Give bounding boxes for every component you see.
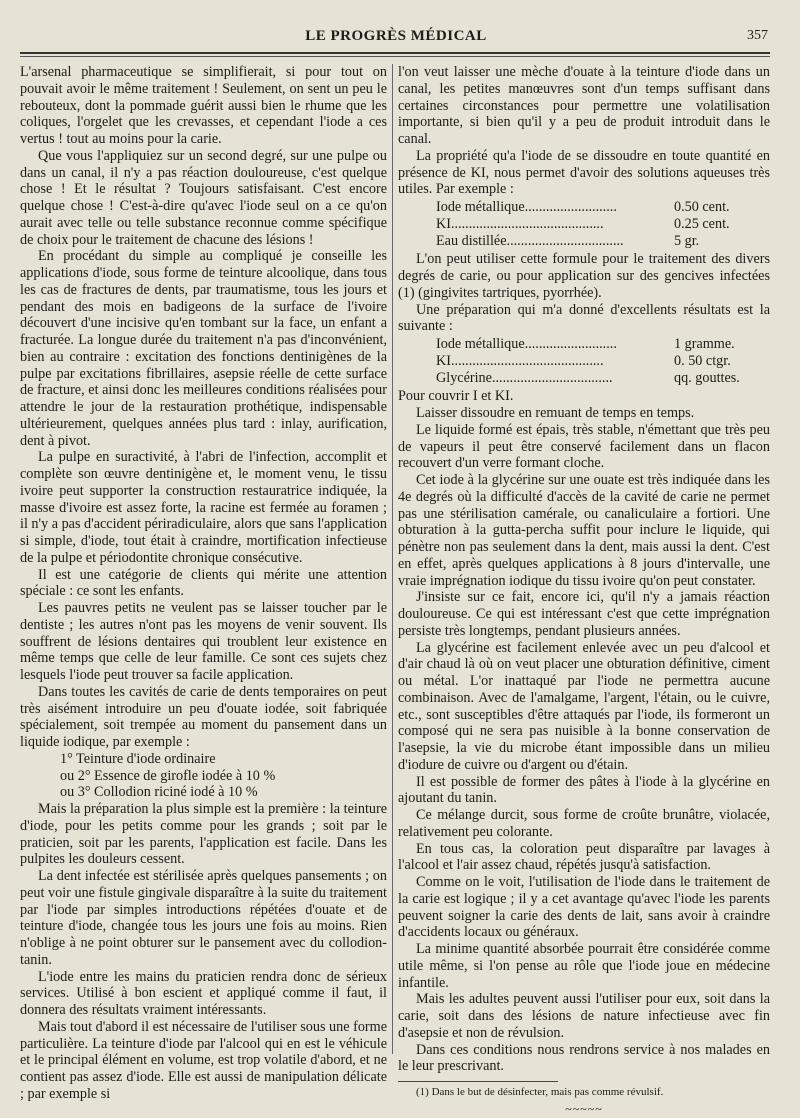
paragraph: J'insiste sur ce fait, encore ici, qu'il n'y a jamais réaction douloureuse. Ce qui est intéressant c'est que cette imprégnation persiste très longtemps, pendant plusieurs années. [398, 589, 770, 639]
ingredient-value: 0.50 cent. [674, 199, 730, 215]
header-rule [20, 52, 770, 54]
formula-item: ou 2° Essence de girofle iodée à 10 % [60, 767, 276, 784]
paragraph: L'arsenal pharmaceutique se simplifierait, si pour tout on pouvait avoir le même traitement ! Seulement, on sent un peu le rebouteux, dont la pommade guérit aussi bien le rhume que les coliques, l'orgelet que les crevasses, et cependant l'iode a ces vertus ! tout au moins pour la carie. [20, 64, 387, 147]
formula-item: 1° Teinture d'iode ordinaire [60, 750, 216, 767]
formula-row [436, 353, 770, 370]
ingredient-name: Eau distillée................................. [436, 232, 624, 249]
left-column [20, 64, 387, 1103]
formula-list [60, 751, 387, 801]
paragraph: L'iode entre les mains du praticien rendra donc de sérieux services. Utilisé à bon escient et appliqué comme il faut, il donnera des résultats vraiment intéressants. [20, 968, 387, 1018]
paragraph: Ce mélange durcit, sous forme de croûte brunâtre, violacée, relativement peu colorante. [398, 807, 770, 840]
formula-item: ou 3° Collodion riciné iodé à 10 % [60, 784, 258, 801]
paragraph: Les pauvres petits ne veulent pas se laisser toucher par le dentiste ; les autres n'ont pas les moyens de venir souvent. Ils souffrent de lésions dentaires qui troublent leur existence en même temps que celle de leur famille. Ce sont ces sujets chez lesquels l'iode peut trouver sa facile application. [20, 600, 387, 683]
formula-row [436, 336, 770, 353]
ingredient-value: 1 gramme. [674, 336, 735, 352]
right-column [398, 64, 770, 1118]
formula-table [436, 199, 770, 249]
ingredient-value: 0.25 cent. [674, 215, 730, 232]
paragraph: La glycérine est facilement enlevée avec un peu d'alcool et d'air chaud là où on veut placer une obturation définitive, ciment ou métal. L'or inattaqué par l'iode ne permettra aucune combinaison. Avec de l'amalgame, l'argent, l'étain, ou le cuivre, etc., sont susceptibles d'être attaqués par l'iode, ils formeront un composé qui ne sera pas nuisible à la bonne conservation de l'asepsie, la vie du microbe étant impossible dans un milieu d'iodure de cuivre ou d'argent ou d'étain. [398, 639, 770, 773]
page-number: 357 [747, 28, 768, 43]
footnote: (1) Dans le but de désinfecter, mais pas comme révulsif. [416, 1086, 664, 1098]
paragraph: Il est possible de former des pâtes à l'iode à la glycérine en ajoutant du tanin. [398, 773, 770, 807]
formula-row [436, 370, 770, 387]
paragraph: Mais tout d'abord il est nécessaire de l'utiliser sous une forme particulière. La teinture d'iode par l'alcool qui en est le véhicule et le principal élément en volume, est trop volatile d'abord, et ne contient pas assez d'iode. Elle est aussi de manipulation délicate ; par exemple si [20, 1018, 387, 1102]
formula-table [436, 336, 770, 386]
paragraph: Pour couvrir I et KI. [398, 388, 514, 405]
ingredient-value: 0. 50 ctgr. [674, 352, 731, 369]
paragraph: La minime quantité absorbée pourrait être considérée comme utile même, si l'on pense au rôle que l'iode joue en médecine infantile. [398, 941, 770, 991]
ingredient-name: KI........................................... [436, 352, 604, 369]
paragraph: En tous cas, la coloration peut disparaître par lavages à l'alcool et l'air assez chaud, répétés jusqu'à satisfaction. [398, 840, 770, 874]
journal-title: LE PROGRÈS MÉDICAL [305, 28, 487, 44]
paragraph: Le liquide formé est épais, très stable, n'émettant que très peu de vapeurs il peut être conservé facilement dans un flacon recouvert d'un verre formant cloche. [398, 421, 770, 472]
paragraph: La pulpe en suractivité, à l'abri de l'infection, accomplit et complète son œuvre dentinigène et, le moment venu, le tissu ivoire peut supporter la construction restauratrice indiquée, la masse d'ivoire est assez forte, la racine est fermée au foramen ; il n'y a pas d'accident périradiculaire, alors que sans l'application si simple, d'iode, tout était à craindre, mortification infectieuse de la pulpe et périodontite chronique consécutive. [20, 449, 387, 566]
paragraph: Une préparation qui m'a donné d'excellents résultats est la suivante : [398, 301, 770, 335]
paragraph: Il est une catégorie de clients qui mérite une attention spéciale : ce sont les enfants. [20, 566, 387, 600]
ingredient-value: qq. gouttes. [674, 369, 740, 386]
formula-row [436, 199, 770, 216]
paragraph: Mais la préparation la plus simple est la première : la teinture d'iode, pour les petits comme pour les grands ; soit par le praticien, soit par les parents, l'application est facile. Dans les pulpites les douleurs cessent. [20, 801, 387, 868]
paragraph: Dans ces conditions nous rendrons service à nos malades en le leur prescrivant. [398, 1041, 770, 1075]
ingredient-name: Iode métallique.......................... [436, 199, 617, 215]
formula-row [436, 216, 770, 233]
paragraph: Cet iode à la glycérine sur une ouate est très indiquée dans les 4e degrés où la difficulté d'accès de la cavité de carie ne permet pas une stérilisation camérale, ou canaliculaire a fortiori. Une obturation à la gutta-percha suffit pour inclure le liquide, qui pénètre non pas seulement dans la dent, mais aussi la dent. C'est en effet, après quelques applications à 8 jours d'intervalle, une vraie imprégnation iodique du tissu ivoire qu'on peut constater. [398, 472, 770, 589]
ingredient-name: Iode métallique.......................... [436, 336, 617, 352]
paragraph: La dent infectée est stérilisée après quelques pansements ; on peut voir une fistule gingivale disparaître à la suite du traitement par l'iode par simples introductions répétées d'ouate et de teinture d'iode, changée tous les jours une fois au moins. Rien n'oblige à ne point obturer sur le pansement avec du collodion-tanin. [20, 868, 387, 968]
column-divider [392, 64, 393, 1054]
paragraph: En procédant du simple au compliqué je conseille les applications d'iode, sous forme de teinture alcoolique, dans tous les cas de fractures de dents, par traumatisme, tous les jours et pendant des mois en badigeons de la surface de l'ivoire découvert d'une incisive qu'en tombant sur la face, un enfant a fracturée. La longue durée du traitement n'a pas d'inconvénient, bien au contraire : excitation des fonctions dentinigènes de la pulpe par excitations fibrillaires, asepsie réelle de cette surface de fracture, et ainsi donc les meilleures conditions réalisées pour attendre le jour de la restauration prothétique, indispensable ultérieurement, quelques années plus tard : inlay, aurification, dent à pivot. [20, 248, 387, 449]
paragraph: Comme on le voit, l'utilisation de l'iode dans le traitement de la carie est logique ; il y a cet avantage qu'avec l'iode les parents peuvent soigner la carie des dents de lait, sans avoir à craindre d'accidents locaux ou généraux. [398, 874, 770, 941]
footnote-rule [398, 1081, 558, 1082]
running-header [22, 28, 770, 46]
ingredient-value: 5 gr. [674, 232, 700, 249]
paragraph: Laisser dissoudre en remuant de temps en temps. [416, 405, 695, 421]
paragraph: L'on peut utiliser cette formule pour le traitement des divers degrés de carie, ou pour application sur des gencives infectées (1) (gingivites tartriques, pyorrhée). [398, 251, 770, 301]
header-rule-thin [20, 56, 770, 57]
paragraph: La propriété qu'a l'iode de se dissoudre en toute quantité en présence de KI, nous permet d'avoir des solutions aqueuses très utiles. Par exemple : [398, 147, 770, 198]
paragraph: Mais les adultes peuvent aussi l'utiliser pour eux, soit dans la carie, soit dans des lésions de nature infectieuse avec fin d'asepsie et non de révulsion. [398, 991, 770, 1041]
ornament: ~~~~~ [565, 1102, 603, 1116]
paragraph: l'on veut laisser une mèche d'ouate à la teinture d'iode dans un canal, les petites manœuvres sont d'un temps suffisant dans certaines circonstances pour permettre une volatilisation importante, si bien qu'il y a peu de produit introduit dans le canal. [398, 64, 770, 147]
paragraph: Dans toutes les cavités de carie de dents temporaires on peut très aisément introduire un peu d'ouate iodée, soit fabriquée spécialement, soit trempée au moment du pansement dans un liquide iodique, par exemple : [20, 683, 387, 750]
formula-row [436, 233, 770, 250]
ingredient-name: Glycérine.................................. [436, 369, 613, 386]
paragraph: Que vous l'appliquiez sur un second degré, sur une pulpe ou dans un canal, il n'y a pas réaction douloureuse, c'est quelque chose ! Et le résultat ? Toujours satisfaisant. C'est encore quelque chose ! C'est-à-dire qu'avec l'iode seul on a ce qu'on aurait avec telle ou telle substance reconnue comme spécifique de choix pour le traitement de chacune des lésions ! [20, 147, 387, 248]
ingredient-name: KI........................................... [436, 215, 604, 232]
